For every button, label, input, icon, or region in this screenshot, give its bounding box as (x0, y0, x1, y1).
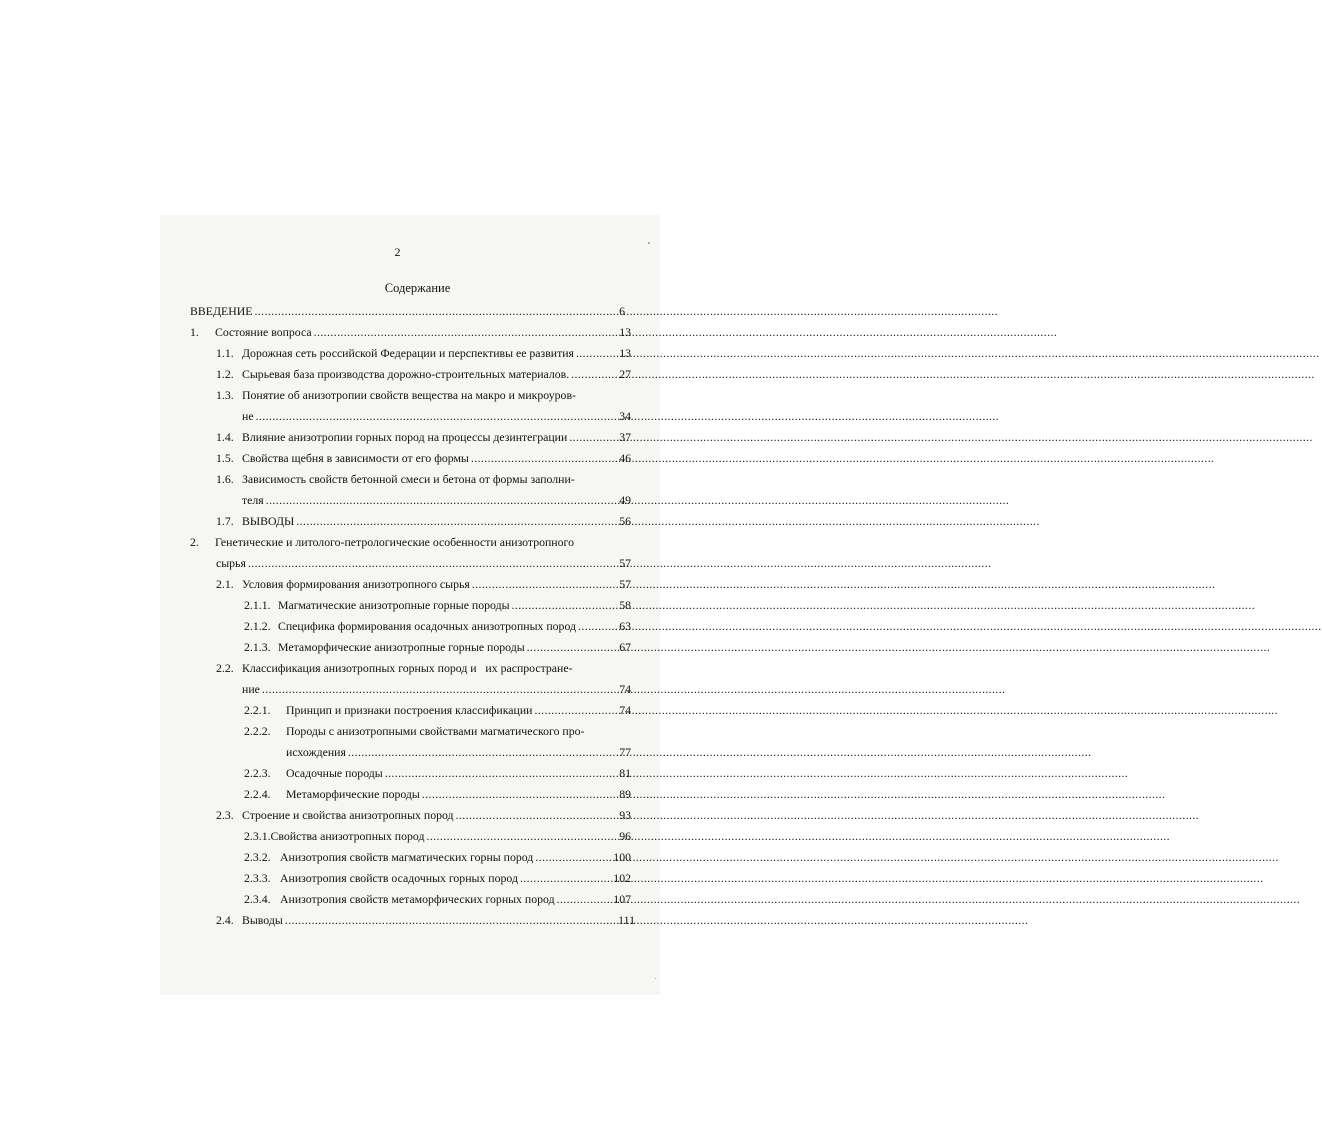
toc-entry-page: 93 (619, 808, 631, 822)
toc-entry-page: 57 (619, 556, 631, 570)
leader-dots (569, 429, 617, 445)
toc-entry-text: Выводы (242, 913, 283, 927)
toc-entry-number: 1.2. (216, 367, 234, 381)
toc-entry-page: 46 (619, 451, 631, 465)
toc-entry-text: Метаморфические анизотропные горные породы (278, 640, 525, 654)
toc-entry-1-7[interactable] (216, 513, 631, 529)
toc-entry-text: Породы с анизотропными свойствами магматического про- (286, 724, 585, 738)
toc-entry-page: 67 (619, 640, 631, 654)
scan-speck (655, 978, 656, 979)
toc-entry-page: 77 (619, 745, 631, 759)
toc-entry-number: 1. (190, 325, 199, 339)
leader-dots (578, 618, 617, 634)
toc-entry-page: 6 (619, 304, 625, 318)
toc-entry-page: 102 (613, 871, 631, 885)
toc-entry-page: 57 (619, 577, 631, 591)
toc-entry-2-2-2[interactable] (244, 723, 631, 739)
toc-entry-2-1-2[interactable] (244, 618, 631, 634)
leader-dots (314, 324, 618, 340)
toc-entry-text: Классификация анизотропных горных пород и их распростране- (242, 661, 573, 675)
toc-entry-text-continuation: сырья (216, 556, 246, 570)
toc-entry-1-1[interactable] (216, 345, 631, 361)
scan-speck (648, 242, 650, 244)
toc-entry-number: 2.2.3. (244, 766, 271, 780)
toc-entry-text: Влияние анизотропии горных пород на процессы дезинтеграции (242, 430, 568, 444)
toc-entry-1-5[interactable] (216, 450, 631, 466)
toc-entry-2-2[interactable] (216, 660, 631, 676)
toc-entry-text: Магматические анизотропные горные породы (278, 598, 510, 612)
toc-entry-number: 1.5. (216, 451, 234, 465)
toc-entry-introduction[interactable] (190, 303, 625, 319)
toc-entry-2-3-4[interactable] (244, 891, 631, 907)
leader-dots (456, 807, 618, 823)
toc-entry-number: 2.3.4. (244, 892, 271, 906)
toc-entry-1-4[interactable] (216, 429, 631, 445)
toc-entry-number: 1.1. (216, 346, 234, 360)
leader-dots (422, 786, 617, 802)
toc-entry-text: ВЫВОДЫ (242, 514, 295, 528)
toc-entry-page: 100 (613, 850, 631, 864)
toc-entry-page: 107 (613, 892, 631, 906)
toc-entry-number: 1.6. (216, 472, 234, 486)
toc-entry-number: 2.4. (216, 913, 234, 927)
toc-entry-2-3[interactable] (216, 807, 631, 823)
toc-entry-number: 2.1.1. (244, 598, 271, 612)
toc-entry-2-1[interactable] (216, 576, 631, 592)
toc-entry-text: Анизотропия свойств осадочных горных пород (280, 871, 518, 885)
leader-dots (385, 765, 618, 781)
toc-entry-number: 2.2.4. (244, 787, 271, 801)
toc-entry-2-1-3[interactable] (244, 639, 631, 655)
leader-dots (527, 639, 618, 655)
toc-entry-text: Строение и свойства анизотропных пород (242, 808, 454, 822)
leader-dots (472, 576, 617, 592)
leader-dots (266, 492, 617, 508)
toc-entry-1-3-continuation[interactable] (242, 408, 631, 424)
toc-entry-2-3-2[interactable] (244, 849, 631, 865)
toc-entry-page: 111 (618, 913, 635, 927)
toc-entry-number: 2.3. (216, 808, 234, 822)
toc-entry-text: Специфика формирования осадочных анизотропных пород (278, 619, 577, 633)
toc-entry-number: 2.3.2. (244, 850, 271, 864)
leader-dots (248, 555, 617, 571)
toc-entry-chapter-2-continuation[interactable] (216, 555, 631, 571)
toc-entry-number: 2. (190, 535, 199, 549)
toc-entry-number: 1.3. (216, 388, 234, 402)
toc-entry-number: 2.2.1. (244, 703, 271, 717)
toc-entry-page: 96 (619, 829, 631, 843)
toc-entry-text: Метаморфические породы (286, 787, 420, 801)
leader-dots (512, 597, 618, 613)
toc-entry-page: 74 (619, 682, 631, 696)
leader-dots (535, 849, 611, 865)
toc-entry-page: 63 (619, 619, 631, 633)
toc-entry-1-6[interactable] (216, 471, 631, 487)
toc-entry-text-continuation: не (242, 409, 254, 423)
toc-entry-number: 2.3.1. (244, 829, 271, 843)
toc-entry-2-1-1[interactable] (244, 597, 631, 613)
toc-entry-chapter-2[interactable] (190, 534, 631, 550)
leader-dots (285, 912, 616, 928)
toc-entry-page: 56 (619, 514, 631, 528)
leader-dots (471, 450, 617, 466)
toc-entry-2-3-1[interactable] (244, 828, 631, 844)
toc-entry-page: 37 (619, 430, 631, 444)
toc-entry-text: Генетические и литолого-петрологические особенности анизотропного (215, 535, 574, 549)
toc-entry-2-2-3[interactable] (244, 765, 631, 781)
toc-entry-text: Свойства анизотропных пород (270, 829, 425, 843)
toc-title: Содержание (384, 281, 451, 295)
toc-entry-2-2-continuation[interactable] (242, 681, 631, 697)
toc-entry-number: 2.1.3. (244, 640, 271, 654)
toc-entry-text: Принцип и признаки построения классификации (286, 703, 533, 717)
toc-entry-text-continuation: ние (242, 682, 260, 696)
toc-entry-page: 13 (619, 346, 631, 360)
toc-entry-number: 2.3.3. (244, 871, 271, 885)
toc-entry-page: 27 (619, 367, 631, 381)
toc-entry-page: 81 (619, 766, 631, 780)
leader-dots (254, 303, 617, 319)
toc-entry-chapter-1[interactable] (190, 324, 631, 340)
toc-entry-number: 2.1. (216, 577, 234, 591)
toc-entry-text: ВВЕДЕНИЕ (190, 304, 253, 318)
leader-dots (520, 870, 611, 886)
toc-entry-text: Анизотропия свойств метаморфических горных пород (280, 892, 555, 906)
toc-entry-page: 74 (619, 703, 631, 717)
toc-entry-text: Свойства щебня в зависимости от его формы (242, 451, 469, 465)
toc-entry-text: Понятие об анизотропии свойств вещества на макро и микроуров- (242, 388, 576, 402)
toc-entry-2-2-4[interactable] (244, 786, 631, 802)
toc-entry-1-3[interactable] (216, 387, 631, 403)
toc-entry-text: Сырьевая база производства дорожно-строительных материалов. (242, 367, 570, 381)
leader-dots (426, 828, 617, 844)
toc-entry-text: Зависимость свойств бетонной смеси и бетона от формы заполни- (242, 472, 575, 486)
toc-entry-number: 1.4. (216, 430, 234, 444)
toc-entry-text: Состояние вопроса (215, 325, 312, 339)
leader-dots (262, 681, 617, 697)
toc-entry-text: Условия формирования анизотропного сырья (242, 577, 470, 591)
leader-dots (534, 702, 617, 718)
toc-entry-1-2[interactable] (216, 366, 631, 382)
page-number: 2 (394, 245, 401, 259)
leader-dots (256, 408, 618, 424)
leader-dots (348, 744, 617, 760)
leader-dots (557, 891, 612, 907)
toc-entry-2-2-1[interactable] (244, 702, 631, 718)
toc-entry-text-continuation: теля (242, 493, 264, 507)
leader-dots (296, 513, 617, 529)
toc-entry-2-2-2-continuation[interactable] (286, 744, 631, 760)
toc-entry-number: 2.2.2. (244, 724, 271, 738)
toc-entry-1-6-continuation[interactable] (242, 492, 631, 508)
toc-entry-2-3-3[interactable] (244, 870, 631, 886)
toc-entry-text: Осадочные породы (286, 766, 383, 780)
toc-entry-number: 2.1.2. (244, 619, 271, 633)
toc-entry-page: 13 (619, 325, 631, 339)
toc-entry-number: 2.2. (216, 661, 234, 675)
toc-entry-text: Дорожная сеть российской Федерации и перспективы ее развития (242, 346, 574, 360)
toc-entry-page: 49 (619, 493, 631, 507)
leader-dots (571, 366, 617, 382)
toc-entry-text: Анизотропия свойств магматических горны пород (280, 850, 534, 864)
toc-entry-2-4[interactable] (216, 912, 635, 928)
toc-entry-page: 34 (619, 409, 631, 423)
leader-dots (576, 345, 617, 361)
toc-entry-page: 58 (619, 598, 631, 612)
toc-entry-number: 1.7. (216, 514, 234, 528)
toc-entry-text-continuation: исхождения (286, 745, 346, 759)
toc-entry-page: 89 (619, 787, 631, 801)
